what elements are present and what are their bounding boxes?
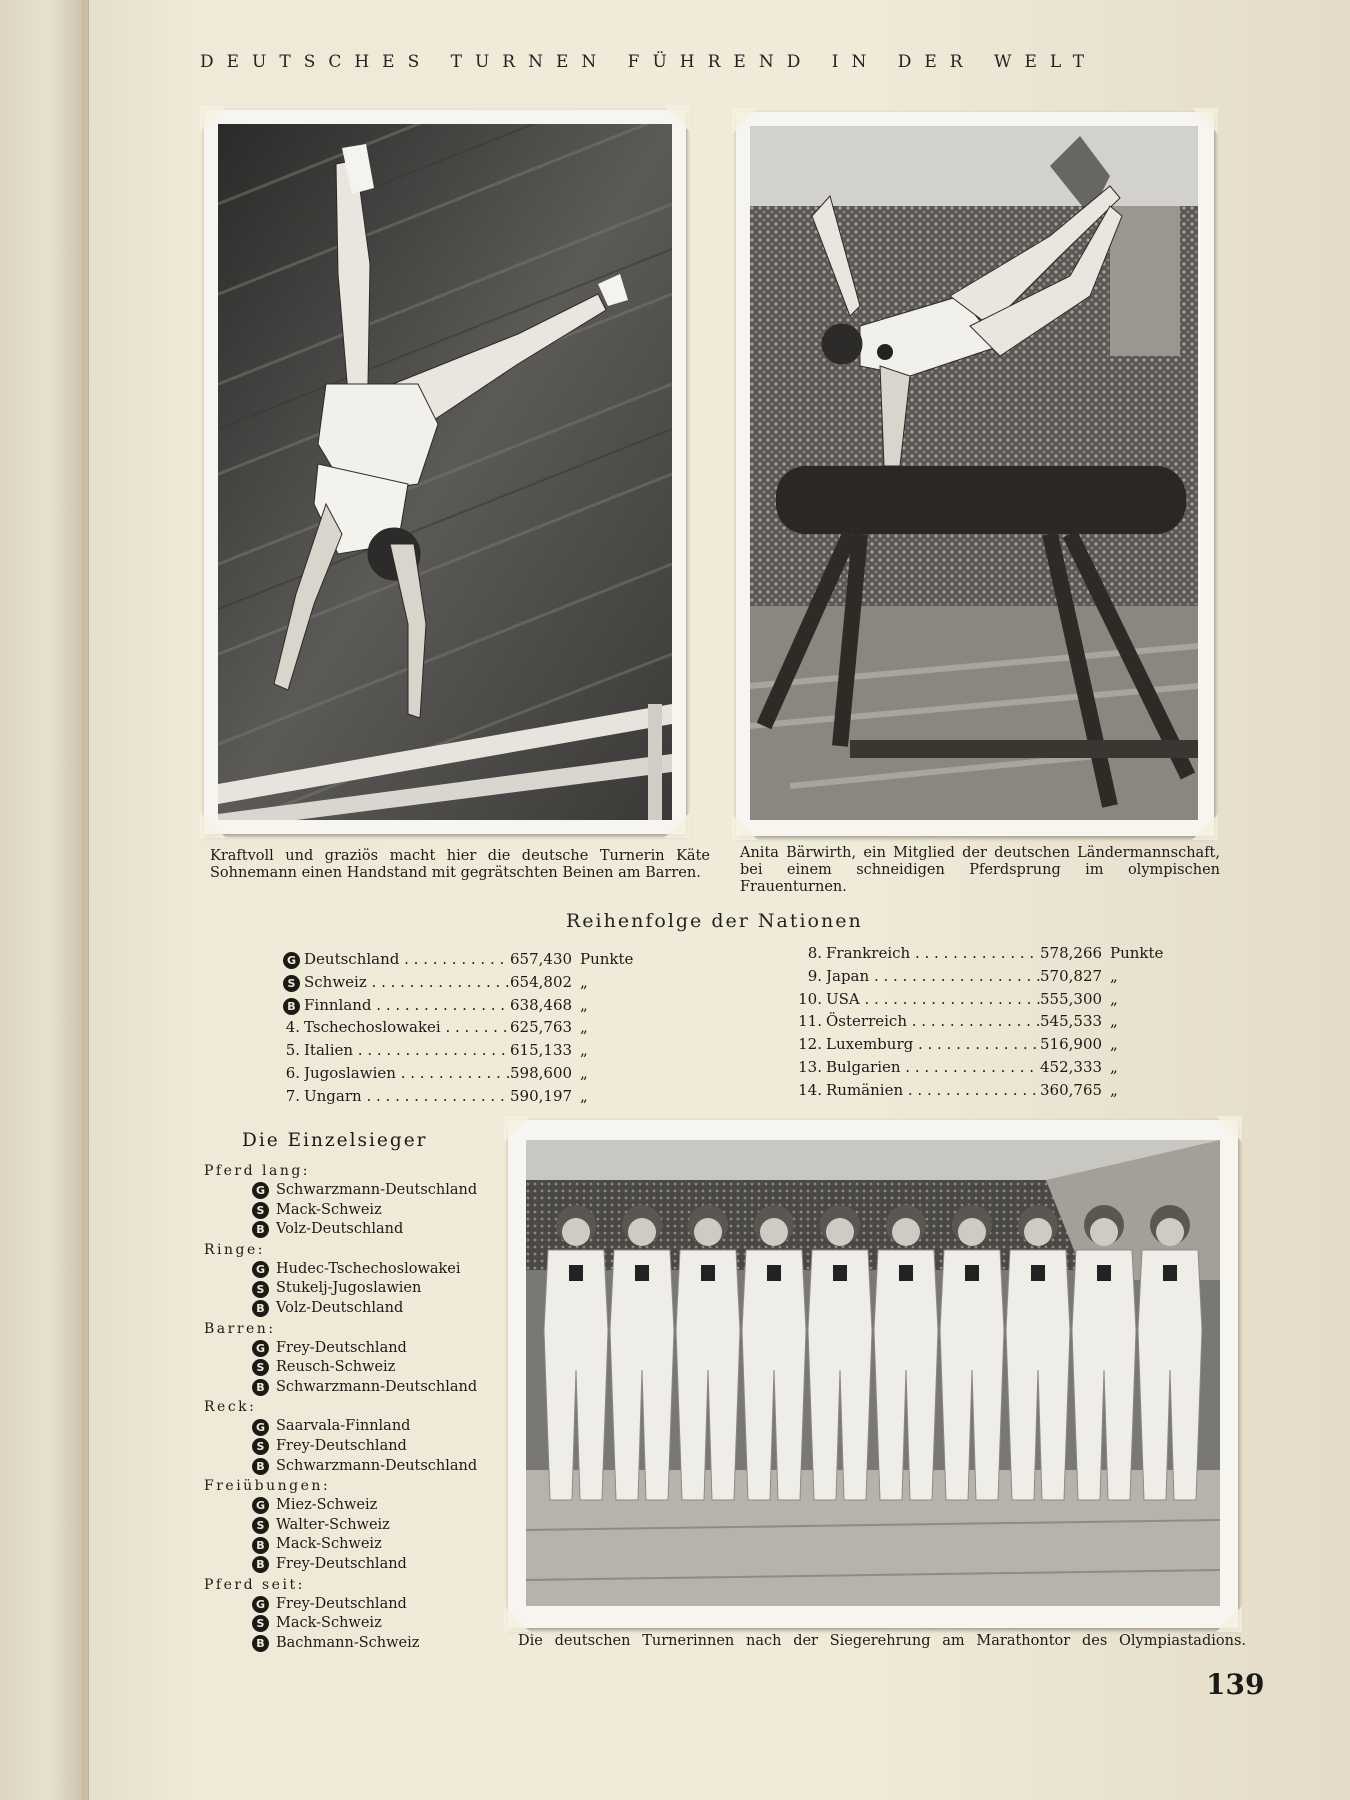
nation-points-unit: „ [1110, 1012, 1118, 1031]
nation-rank: 6. [285, 1063, 300, 1082]
winner-name: Frey-Deutschland [276, 1339, 407, 1356]
book-spine [0, 0, 89, 1800]
winner-name: Mack-Schweiz [276, 1615, 382, 1632]
nation-row [790, 1010, 1170, 1033]
medal-g-icon: G [252, 1419, 269, 1436]
winner-name: Reusch-Schweiz [276, 1359, 396, 1376]
winner-name: Volz-Deutschland [276, 1221, 404, 1238]
nations-ranking-right [790, 942, 1170, 1102]
nation-points: 452,333 [1040, 1057, 1103, 1076]
individual-winners [204, 1130, 504, 1653]
winner-row [252, 1181, 504, 1201]
event-title: Pferd lang: [204, 1163, 311, 1179]
nation-points-unit: „ [1110, 1057, 1118, 1076]
nation-row [268, 994, 640, 1017]
nation-rank: 4. [285, 1018, 300, 1037]
event-title: Ringe: [204, 1241, 265, 1258]
nation-points: 555,300 [1040, 989, 1103, 1008]
nation-points: 657,430 [510, 950, 573, 968]
winner-row [252, 1378, 504, 1398]
winner-name: Frey-Deutschland [276, 1595, 407, 1612]
nation-points: 545,533 [1040, 1012, 1103, 1031]
nation-points: 578,266 [1040, 944, 1103, 962]
medal-b-icon: B [252, 1537, 269, 1554]
nation-points-unit: „ [1110, 1080, 1118, 1099]
medal-s-icon: S [252, 1438, 269, 1455]
medal-g-icon: G [252, 1596, 269, 1613]
nation-rank: 11. [798, 1012, 822, 1031]
winner-row [252, 1516, 504, 1536]
photo-mount-2 [736, 112, 1214, 836]
nation-name: Österreich . . . [826, 1010, 1040, 1033]
medal-s-icon: S [252, 1615, 269, 1632]
winner-name: Mack-Schweiz [276, 1201, 382, 1218]
nation-rank: 12. [798, 1035, 822, 1054]
nation-name: Luxemburg . . . [826, 1033, 1040, 1056]
nation-rank: 10. [798, 989, 822, 1008]
nation-name: USA . . . [826, 988, 1040, 1011]
caption-photo-3: Die deutschen Turnerinnen nach der Siegerehrung am Marathontor des Olympiastadions. [518, 1633, 1246, 1649]
photo-corner [1216, 1606, 1242, 1632]
medal-g-icon: G [252, 1340, 269, 1357]
nation-points-unit: „ [580, 1063, 588, 1082]
winner-row [252, 1634, 504, 1654]
photo-corner [1216, 1116, 1242, 1142]
winner-row [252, 1279, 504, 1299]
medal-s-icon: S [283, 975, 300, 992]
german-womens-gymnastics-team-photo [526, 1140, 1220, 1606]
nation-row [790, 965, 1170, 988]
winner-row [252, 1535, 504, 1555]
winner-row [252, 1614, 504, 1634]
nation-rank: 8. [807, 944, 822, 962]
photo-pommel-horse [750, 126, 1198, 820]
nation-points-unit: Punkte [580, 950, 634, 968]
winner-row [252, 1595, 504, 1615]
nation-name: Schweiz . . . [304, 971, 510, 994]
nation-row [790, 1056, 1170, 1079]
winner-name: Volz-Deutschland [276, 1299, 404, 1316]
nation-row [790, 988, 1170, 1011]
medal-g-icon: G [252, 1497, 269, 1514]
nations-ranking-left [268, 948, 640, 1108]
nation-points: 590,197 [510, 1086, 573, 1105]
nation-name: Ungarn . . . [304, 1085, 510, 1108]
nation-points: 654,802 [510, 972, 573, 991]
winner-name: Bachmann-Schweiz [276, 1634, 420, 1651]
nation-row [268, 1016, 640, 1039]
nation-name: Bulgarien . . . [826, 1056, 1040, 1079]
winner-name: Hudec-Tschechoslowakei [276, 1260, 461, 1277]
medal-g-icon: G [283, 952, 300, 969]
event-title: Pferd seit: [204, 1576, 305, 1593]
medal-b-icon: B [252, 1379, 269, 1396]
nation-name: Italien . . . [304, 1039, 510, 1062]
page-number: 139 [1206, 1668, 1265, 1701]
nation-points-unit: „ [580, 995, 588, 1014]
nation-points-unit: „ [1110, 1035, 1118, 1054]
spine-binding-line [82, 0, 84, 1800]
event-title: Barren: [204, 1320, 276, 1337]
winner-row [252, 1496, 504, 1516]
nation-points-unit: „ [1110, 966, 1118, 985]
nation-rank: 7. [285, 1086, 300, 1105]
winner-row [252, 1437, 504, 1457]
event-title: Freiübungen: [204, 1478, 331, 1495]
medal-g-icon: G [252, 1261, 269, 1278]
individual-winners-title: Die Einzelsieger [242, 1130, 428, 1151]
winner-row [252, 1299, 504, 1319]
medal-b-icon: B [252, 1635, 269, 1652]
photo-corner [504, 1116, 530, 1142]
nation-row [268, 948, 640, 971]
nation-rank [268, 971, 304, 994]
gymnast-pommel-horse-vault-photo [750, 126, 1198, 820]
nation-rank: 14. [798, 1080, 822, 1099]
nation-row [268, 1039, 640, 1062]
nation-points: 598,600 [510, 1063, 573, 1082]
winner-name: Mack-Schweiz [276, 1536, 382, 1553]
winner-name: Frey-Deutschland [276, 1437, 407, 1454]
nation-points: 625,763 [510, 1018, 573, 1037]
nation-points-unit: „ [580, 1018, 588, 1037]
medal-s-icon: S [252, 1281, 269, 1298]
nation-name: Rumänien . . . [826, 1079, 1040, 1102]
winner-name: Schwarzmann-Deutschland [276, 1457, 478, 1474]
photo-team [526, 1140, 1220, 1606]
nation-name: Finnland . . . [304, 994, 510, 1017]
photo-handstand [218, 124, 672, 820]
nation-row [790, 942, 1170, 965]
medal-b-icon: B [283, 998, 300, 1015]
nation-points: 516,900 [1040, 1035, 1103, 1054]
photo-mount-1 [204, 110, 686, 834]
medal-s-icon: S [252, 1517, 269, 1534]
nations-ranking-title: Reihenfolge der Nationen [566, 910, 863, 932]
nation-name: Tschechoslowakei . . . [304, 1016, 510, 1039]
winner-name: Stukelj-Jugoslawien [276, 1280, 422, 1297]
caption-photo-1: Kraftvoll und graziös macht hier die deutsche Turnerin Käte Sohnemann einen Handstand mit gegrätschten Beinen am Barren. [210, 848, 710, 881]
winner-row [252, 1358, 504, 1378]
nation-points-unit: „ [1110, 989, 1118, 1008]
winner-name: Saarvala-Finnland [276, 1418, 411, 1435]
nation-rank: 9. [807, 966, 822, 985]
medal-s-icon: S [252, 1202, 269, 1219]
winner-row [252, 1417, 504, 1437]
nation-row [790, 1033, 1170, 1056]
nation-points-unit: „ [580, 972, 588, 991]
winner-name: Schwarzmann-Deutschland [276, 1378, 478, 1395]
winner-row [252, 1201, 504, 1221]
nation-row [268, 1062, 640, 1085]
nation-points-unit: „ [580, 1041, 588, 1060]
gymnast-handstand-parallel-bars-photo [218, 124, 672, 820]
nation-points: 360,765 [1040, 1080, 1103, 1099]
nation-points: 570,827 [1040, 966, 1103, 985]
nation-name: Deutschland . . . [304, 948, 510, 971]
nation-row [790, 1079, 1170, 1102]
medal-b-icon: B [252, 1556, 269, 1573]
nation-name: Frankreich . . . [826, 942, 1040, 965]
nation-name: Jugoslawien . . . [304, 1062, 510, 1085]
nation-row [268, 971, 640, 994]
medal-b-icon: B [252, 1300, 269, 1317]
winner-row [252, 1339, 504, 1359]
winner-row [252, 1260, 504, 1280]
medal-s-icon: S [252, 1359, 269, 1376]
medal-b-icon: B [252, 1221, 269, 1238]
winner-name: Schwarzmann-Deutschland [276, 1182, 478, 1198]
nation-points-unit: „ [580, 1086, 588, 1105]
nation-rank [268, 948, 304, 971]
winner-name: Walter-Schweiz [276, 1516, 390, 1533]
photo-corner [504, 1606, 530, 1632]
winner-row [252, 1555, 504, 1575]
winners-events-list [204, 1161, 504, 1653]
winner-row [252, 1457, 504, 1477]
winner-name: Miez-Schweiz [276, 1497, 378, 1514]
nation-points: 638,468 [510, 995, 573, 1014]
caption-photo-2: Anita Bärwirth, ein Mitglied der deutschen Ländermannschaft, bei einem schneidigen Pferdsprung im olympischen Frauenturnen. [740, 845, 1220, 895]
winner-name: Frey-Deutschland [276, 1555, 407, 1572]
running-header: DEUTSCHES TURNEN FÜHREND IN DER WELT [200, 52, 1098, 72]
nation-rank [268, 994, 304, 1017]
nation-row [268, 1085, 640, 1108]
nation-name: Japan . . . [826, 965, 1040, 988]
nation-rank: 5. [285, 1041, 300, 1060]
nation-points: 615,133 [510, 1041, 573, 1060]
photo-mount-3 [508, 1120, 1238, 1628]
medal-g-icon: G [252, 1182, 269, 1199]
nation-points-unit: Punkte [1110, 944, 1164, 962]
medal-b-icon: B [252, 1458, 269, 1475]
nation-rank: 13. [798, 1057, 822, 1076]
event-title: Reck: [204, 1399, 257, 1416]
winner-row [252, 1220, 504, 1240]
